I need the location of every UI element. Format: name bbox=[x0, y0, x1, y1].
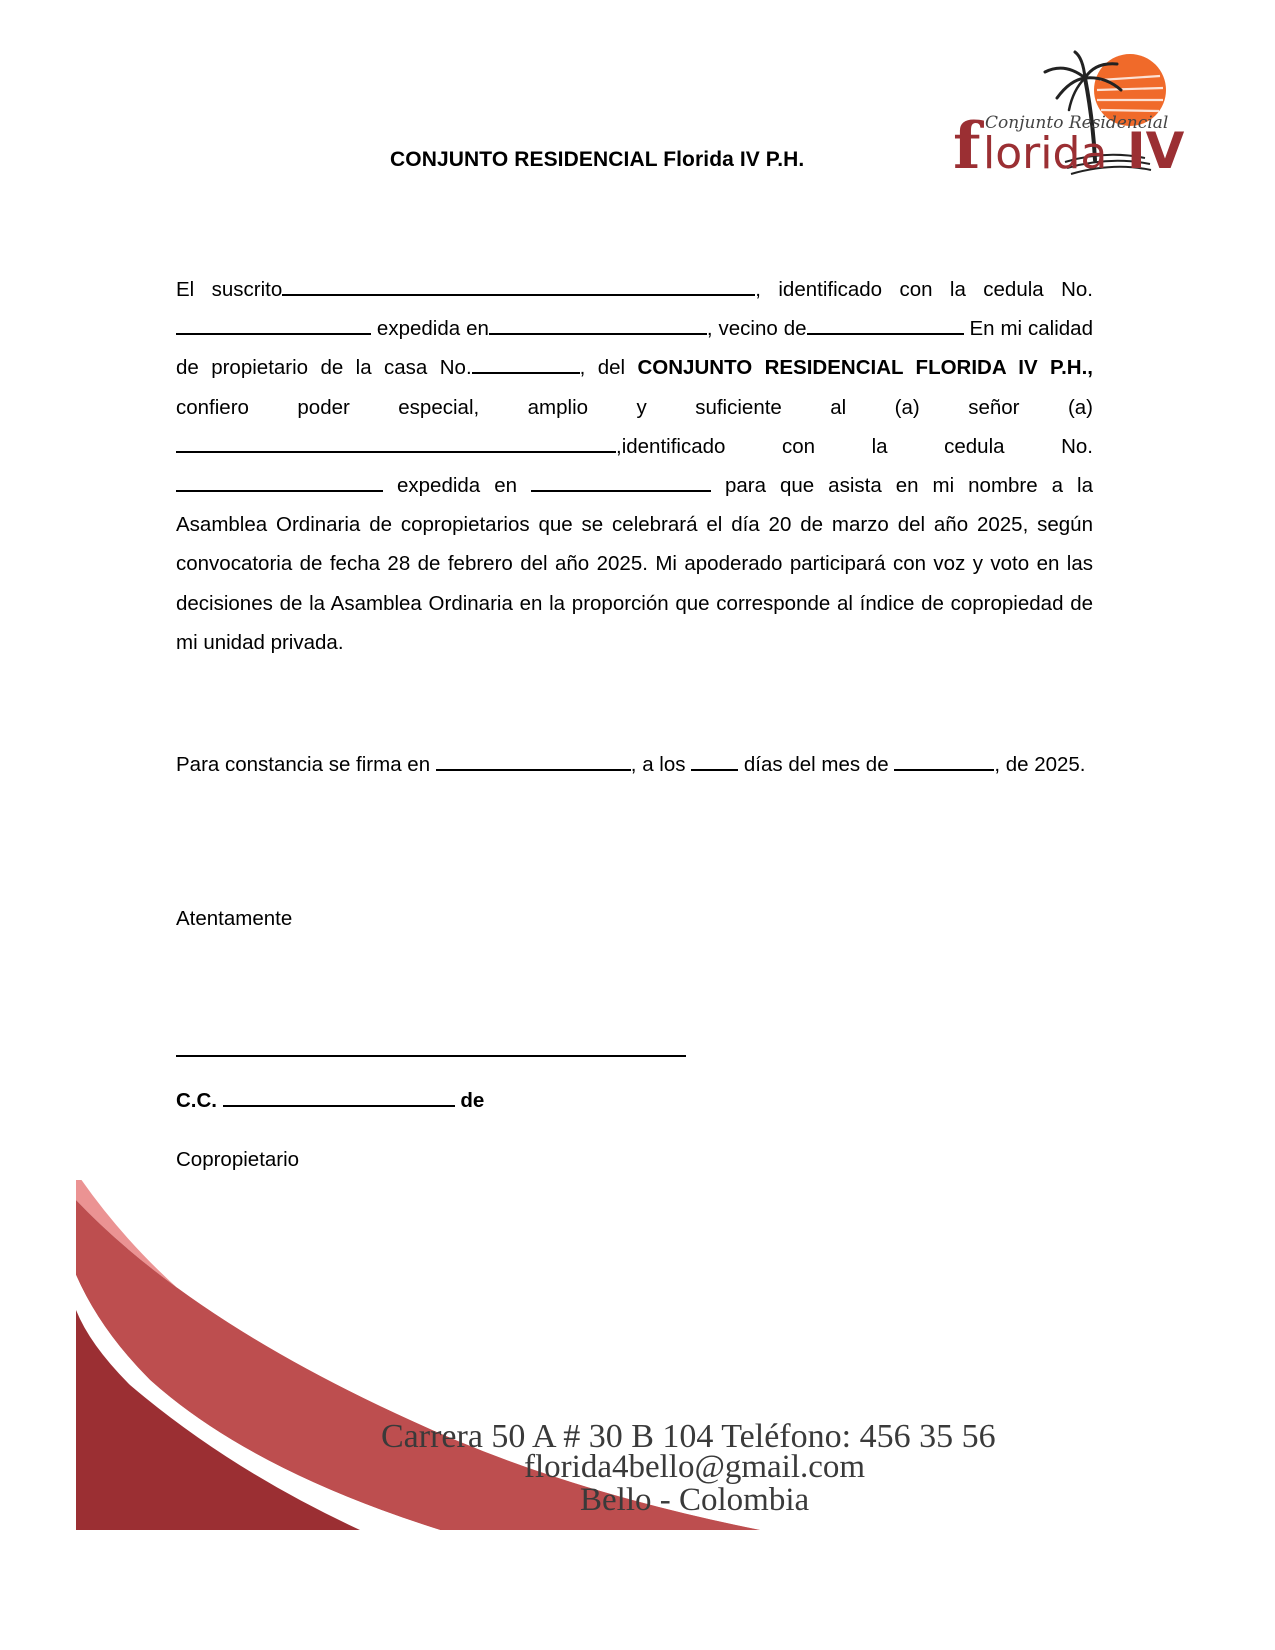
text-segment: , de 2025. bbox=[994, 753, 1086, 776]
signer-role: Copropietario bbox=[176, 1148, 300, 1171]
blank-owner-name[interactable] bbox=[282, 277, 755, 296]
closing-text: Atentamente bbox=[176, 907, 293, 930]
document-title: CONJUNTO RESIDENCIAL Florida IV P.H. bbox=[390, 148, 805, 171]
logo-script-text: Conjunto Residencial bbox=[985, 113, 1169, 133]
blank-day[interactable] bbox=[691, 752, 738, 771]
logo-florida-text: lorida bbox=[983, 128, 1108, 179]
text-segment: Para constancia se firma en bbox=[176, 753, 436, 776]
signing-paragraph bbox=[176, 745, 1093, 784]
text-segment: , a los bbox=[630, 753, 692, 776]
text-segment: ,identificado con la cedula No. bbox=[616, 434, 1093, 458]
footer-city: Bello - Colombia bbox=[580, 1482, 810, 1518]
cc-label: C.C. bbox=[176, 1089, 217, 1112]
florida-iv-logo bbox=[945, 50, 1195, 185]
text-segment: En mi calidad de propietario de la casa No. bbox=[176, 317, 1093, 380]
text-segment: expedida en bbox=[371, 317, 489, 341]
proxy-paragraph bbox=[176, 270, 1093, 662]
blank-cc-number[interactable] bbox=[223, 1088, 455, 1107]
blank-owner-id[interactable] bbox=[176, 316, 371, 335]
blank-proxy-issued-in[interactable] bbox=[531, 473, 711, 492]
blank-month[interactable] bbox=[894, 752, 994, 771]
text-segment: , del bbox=[579, 356, 638, 380]
footer-email[interactable]: florida4bello@gmail.com bbox=[524, 1449, 866, 1485]
text-segment: El suscrito bbox=[176, 278, 283, 301]
blank-proxy-id[interactable] bbox=[176, 473, 383, 492]
blank-issued-in[interactable] bbox=[489, 316, 707, 335]
blank-signing-city[interactable] bbox=[436, 752, 631, 771]
text-segment: confiero poder especial, amplio y suficiente al (a) señor (a) bbox=[176, 395, 1093, 419]
signature-line[interactable] bbox=[176, 1055, 686, 1057]
text-segment: para que asista en mi nombre a la Asamblea Ordinaria de copropietarios que se celebrará el día 20 de marzo del año 2025, según convocatoria de fecha 28 de febrero del año 2025. Mi apoderado participará con voz y voto en las decisiones de la Asamblea Ordinaria en la proporción que corresponde al índice de copropiedad de mi unidad privada. bbox=[176, 474, 1093, 654]
blank-house-number[interactable] bbox=[472, 355, 580, 374]
cc-de-label: de bbox=[454, 1089, 485, 1112]
text-segment: expedida en bbox=[383, 474, 531, 498]
complex-name-bold: CONJUNTO RESIDENCIAL FLORIDA IV P.H., bbox=[637, 356, 1093, 380]
logo-numeral: IV bbox=[1127, 122, 1185, 180]
cc-line bbox=[176, 1088, 484, 1113]
text-segment: días del mes de bbox=[738, 753, 895, 776]
text-segment: , vecino de bbox=[706, 317, 807, 341]
blank-neighbor-of[interactable] bbox=[807, 316, 964, 335]
text-segment: , identificado con la cedula No. bbox=[755, 278, 1093, 301]
footer-address: Carrera 50 A # 30 B 104 Teléfono: 456 35 56 bbox=[381, 1418, 996, 1455]
logo-main-text: f bbox=[953, 109, 981, 184]
blank-proxy-name[interactable] bbox=[176, 434, 616, 453]
